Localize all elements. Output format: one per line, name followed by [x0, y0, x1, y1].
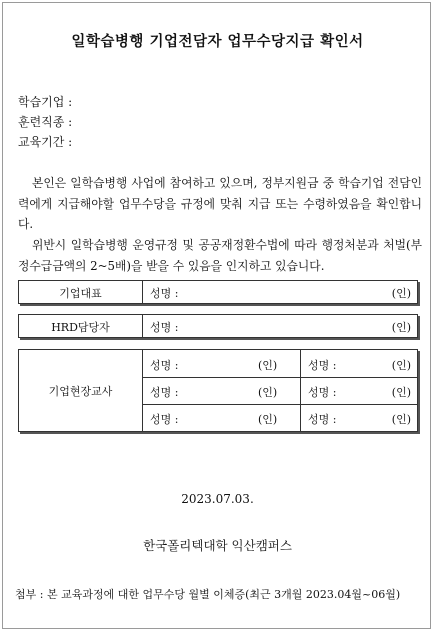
attachment-note: 첨부 : 본 교육과정에 대한 업무수당 월별 이체증(최근 3개월 2023.04월~06월)	[15, 588, 401, 601]
period-field-label: 교육기간 :	[18, 135, 73, 149]
penalty-paragraph: 위반시 일학습병행 운영규정 및 공공재정환수법에 따라 행정처분과 처벌(부정수급금액의 2~5배)을 받을 수 있음을 인지하고 있습니다.	[18, 238, 422, 273]
teacher-4-name-label: 성명 :	[308, 386, 337, 399]
job-field-label: 훈련직종 :	[18, 115, 73, 129]
rep-seal: (인)	[391, 287, 411, 300]
teacher-6-seal: (인)	[391, 413, 411, 426]
teacher-2-seal: (인)	[391, 359, 411, 372]
document-title: 일학습병행 기업전담자 업무수당지급 확인서	[71, 33, 364, 50]
teacher-5-name-label: 성명 :	[150, 413, 179, 426]
rep-sign-box	[18, 280, 418, 304]
teacher-3-name-label: 성명 :	[150, 386, 179, 399]
hrd-sign-box	[18, 314, 418, 338]
rep-name-label: 성명 :	[150, 287, 179, 300]
teacher-1-seal: (인)	[258, 359, 278, 372]
rep-label: 기업대표	[59, 287, 102, 300]
teacher-5-seal: (인)	[258, 413, 278, 426]
hrd-seal: (인)	[391, 321, 411, 334]
hrd-label: HRD담당자	[51, 321, 110, 334]
issuer-name: 한국폴리텍대학 익산캠퍼스	[143, 538, 292, 553]
hrd-name-label: 성명 :	[150, 321, 179, 334]
teacher-3-seal: (인)	[258, 386, 278, 399]
teacher-sign-box	[18, 349, 418, 432]
teacher-6-name-label: 성명 :	[308, 413, 337, 426]
document-date: 2023.07.03.	[181, 492, 254, 506]
confirmation-paragraph: 본인은 일학습병행 사업에 참여하고 있으며, 정부지원금 중 학습기업 전담인력에게 지급해야할 업무수당을 규정에 맞춰 지급 또는 수령하였음을 확인합니다.	[18, 176, 422, 231]
company-field-label: 학습기업 :	[18, 95, 73, 109]
teacher-1-name-label: 성명 :	[150, 359, 179, 372]
teacher-label: 기업현장교사	[48, 385, 113, 398]
teacher-2-name-label: 성명 :	[308, 359, 337, 372]
teacher-4-seal: (인)	[391, 386, 411, 399]
